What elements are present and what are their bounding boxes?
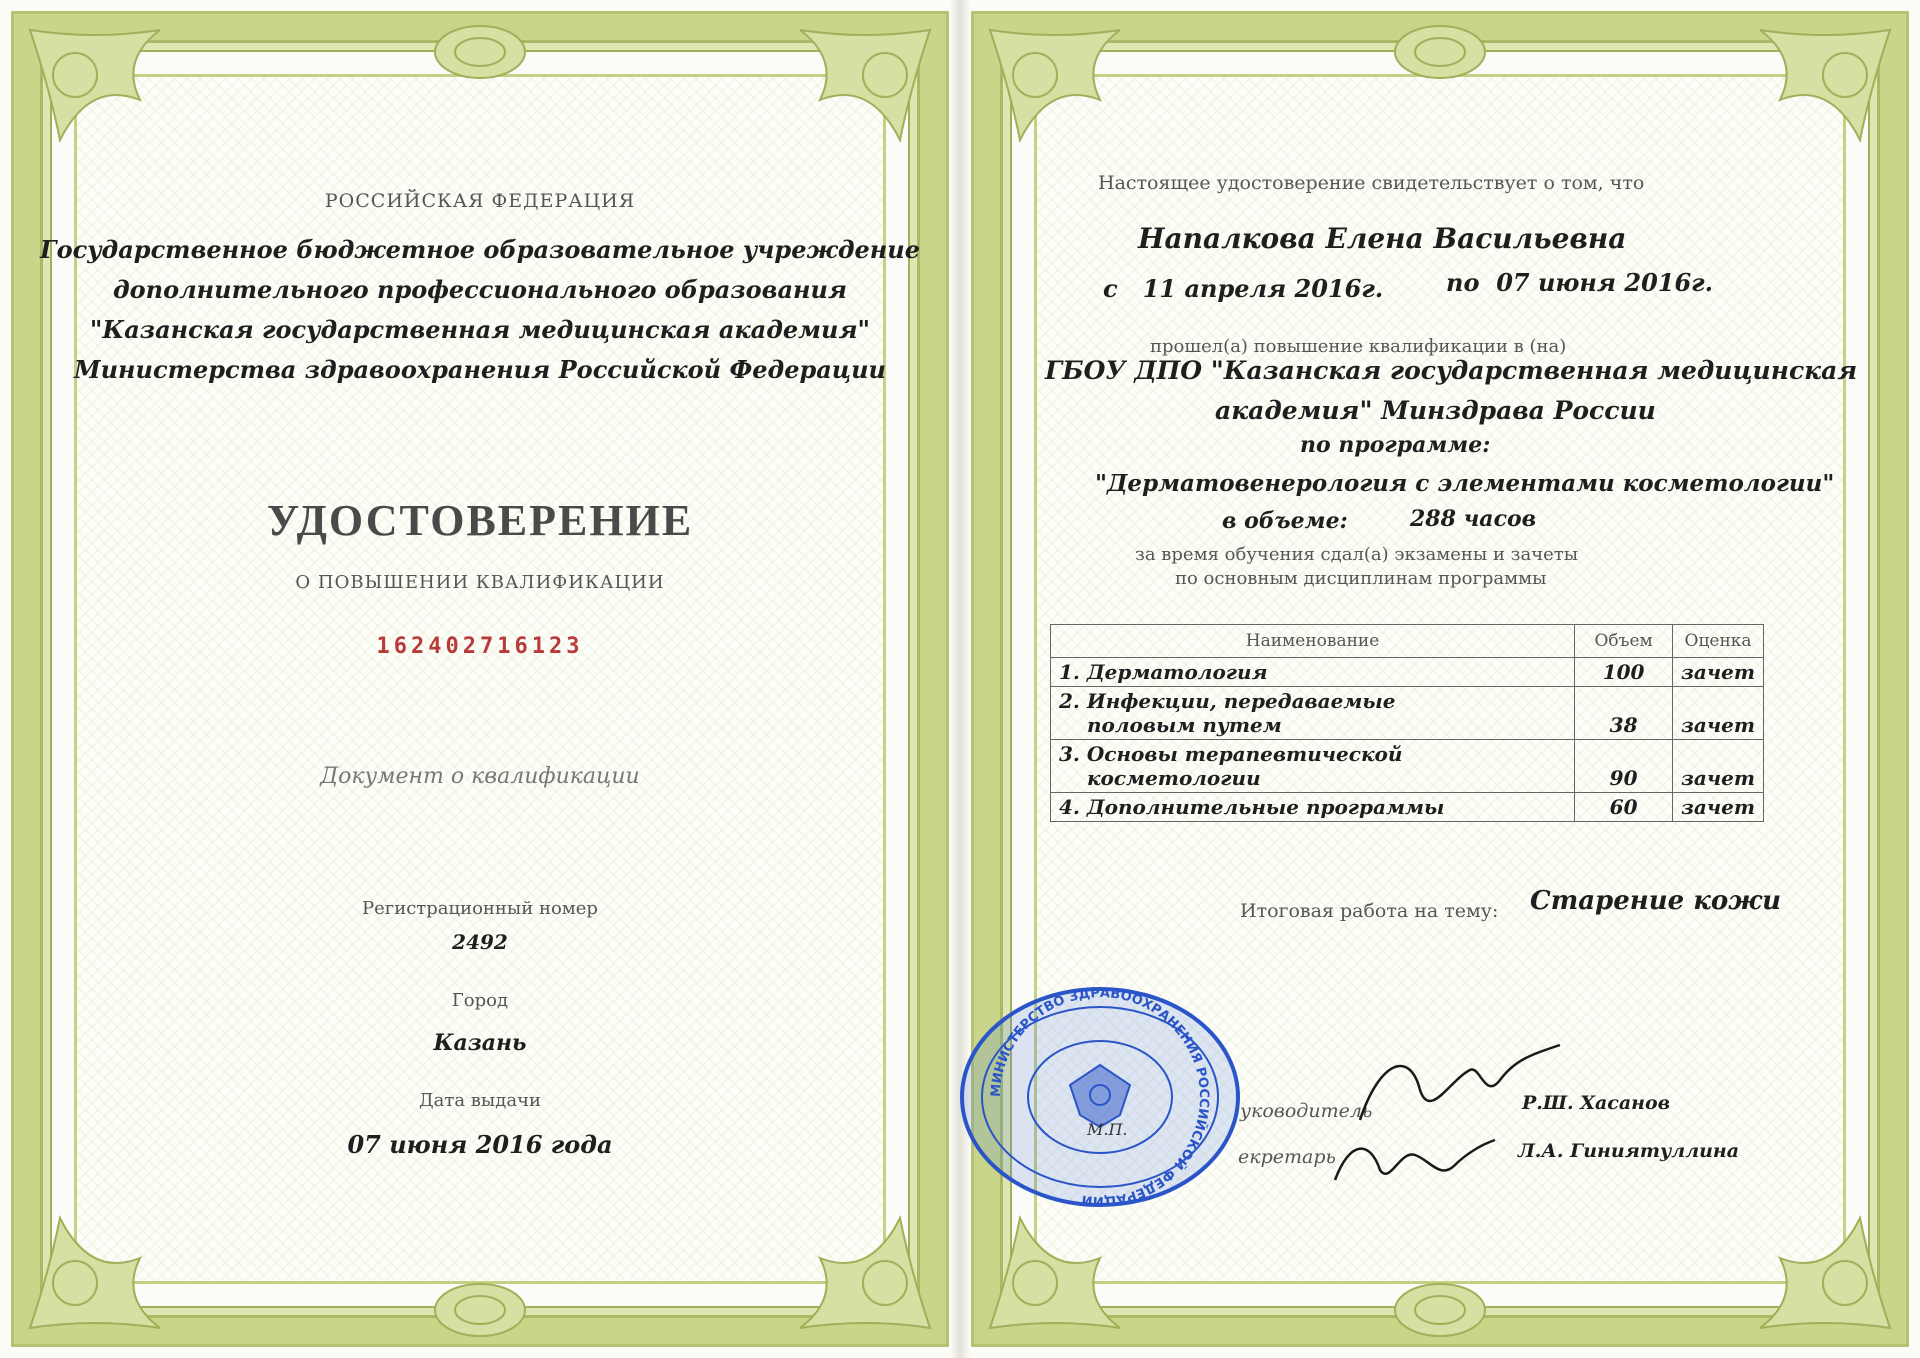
document-subtitle: О ПОВЫШЕНИИ КВАЛИФИКАЦИИ — [295, 572, 665, 593]
header-volume: Объем — [1575, 625, 1673, 658]
organization-line: академия" Минздрава России — [1215, 396, 1656, 425]
subject-line: 4. Дополнительные программы — [1059, 795, 1445, 819]
corner-ornament — [790, 1188, 940, 1338]
corner-ornament — [980, 1188, 1130, 1338]
final-work-value: Старение кожи — [1530, 886, 1782, 916]
corner-ornament — [1750, 20, 1900, 170]
final-work-label: Итоговая работа на тему: — [1240, 900, 1499, 922]
program-name: "Дерматовенерология с элементами косметологии" — [1095, 470, 1835, 497]
bottom-rosette — [430, 1280, 530, 1340]
institution-name — [0, 230, 960, 390]
top-rosette — [430, 22, 530, 82]
head-name: Р.Ш. Хасанов — [1522, 1092, 1671, 1114]
volume-cell: 100 — [1575, 658, 1673, 687]
top-rosette — [1390, 22, 1490, 82]
corner-ornament — [1750, 1188, 1900, 1338]
program-label: по программе: — [1300, 432, 1491, 458]
volume-cell: 60 — [1575, 793, 1673, 822]
issue-date-label: Дата выдачи — [419, 1090, 541, 1111]
secretary-signature — [1330, 1130, 1500, 1190]
bottom-rosette — [1390, 1280, 1490, 1340]
corner-ornament — [980, 20, 1130, 170]
organization-line: ГБОУ ДПО "Казанская государственная медицинская — [1045, 356, 1858, 385]
volume-cell: 90 — [1575, 740, 1673, 793]
exams-text: за время обучения сдал(а) экзамены и зачеты — [1135, 544, 1579, 565]
issue-date-value: 07 июня 2016 года — [347, 1130, 613, 1159]
corner-ornament — [20, 20, 170, 170]
registration-label: Регистрационный номер — [362, 898, 598, 919]
subject-line: косметологии — [1087, 766, 1261, 790]
seal-mp: М.П. — [1087, 1120, 1128, 1139]
seal-text: МИНИСТЕРСТВО ЗДРАВООХРАНЕНИЯ РОССИЙСКОЙ ФЕДЕРАЦИИ — [988, 985, 1212, 1209]
subject-line: 1. Дерматология — [1059, 660, 1268, 684]
secretary-name: Л.А. Гиниятуллина — [1518, 1140, 1740, 1162]
grade-cell: зачет — [1673, 793, 1764, 822]
volume-label: в объеме: — [1222, 508, 1348, 534]
subject-cell — [1051, 793, 1575, 822]
institution-line: дополнительного профессионального образования — [112, 275, 848, 304]
registration-number: 2492 — [452, 930, 508, 954]
city-value: Казань — [433, 1030, 527, 1056]
intro-text: Настоящее удостоверение свидетельствует о том, что — [1098, 172, 1645, 194]
subject-line: половым путем — [1087, 713, 1282, 737]
period-from — [1103, 274, 1383, 303]
header-grade: Оценка — [1673, 625, 1764, 658]
head-label: уководитель — [1240, 1100, 1373, 1122]
document-title: УДОСТОВЕРЕНИЕ — [266, 496, 694, 545]
grade-cell: зачет — [1673, 687, 1764, 740]
volume-cell: 38 — [1575, 687, 1673, 740]
institution-line: "Казанская государственная медицинская академия" — [89, 315, 871, 344]
exams-text: по основным дисциплинам программы — [1175, 568, 1547, 589]
corner-ornament — [20, 1188, 170, 1338]
subject-line: 3. Основы терапевтической — [1059, 742, 1403, 766]
volume-value: 288 часов — [1410, 506, 1537, 532]
to-prefix: по — [1446, 268, 1480, 297]
head-signature — [1350, 1040, 1570, 1140]
city-label: Город — [451, 990, 509, 1011]
table-row — [1051, 740, 1764, 793]
table-row — [1051, 793, 1764, 822]
secretary-label: екретарь — [1238, 1146, 1336, 1168]
grade-cell: зачет — [1673, 740, 1764, 793]
subject-line: 2. Инфекции, передаваемые — [1059, 689, 1396, 713]
grade-cell: зачет — [1673, 658, 1764, 687]
corner-ornament — [790, 20, 940, 170]
table-header-row — [1051, 625, 1764, 658]
subject-cell — [1051, 658, 1575, 687]
period-to — [1446, 268, 1713, 297]
from-date: 11 апреля 2016г. — [1142, 274, 1384, 303]
grades-table — [1050, 624, 1764, 822]
table-row — [1051, 687, 1764, 740]
subject-cell — [1051, 740, 1575, 793]
subject-cell — [1051, 687, 1575, 740]
official-seal — [955, 985, 1245, 1210]
document-type: Документ о квалификации — [320, 764, 640, 789]
country-label: РОССИЙСКАЯ ФЕДЕРАЦИЯ — [324, 190, 636, 212]
document-number: 162402716123 — [376, 634, 584, 659]
to-date: 07 июня 2016г. — [1496, 268, 1714, 297]
institution-line: Министерства здравоохранения Российской Федерации — [74, 355, 886, 384]
institution-line: Государственное бюджетное образовательное учреждение — [40, 235, 920, 264]
from-prefix: с — [1103, 274, 1118, 303]
person-name: Напалкова Елена Васильевна — [1138, 222, 1627, 255]
passed-text: прошел(а) повышение квалификации в (на) — [1150, 336, 1567, 357]
header-name: Наименование — [1051, 625, 1575, 658]
table-row — [1051, 658, 1764, 687]
